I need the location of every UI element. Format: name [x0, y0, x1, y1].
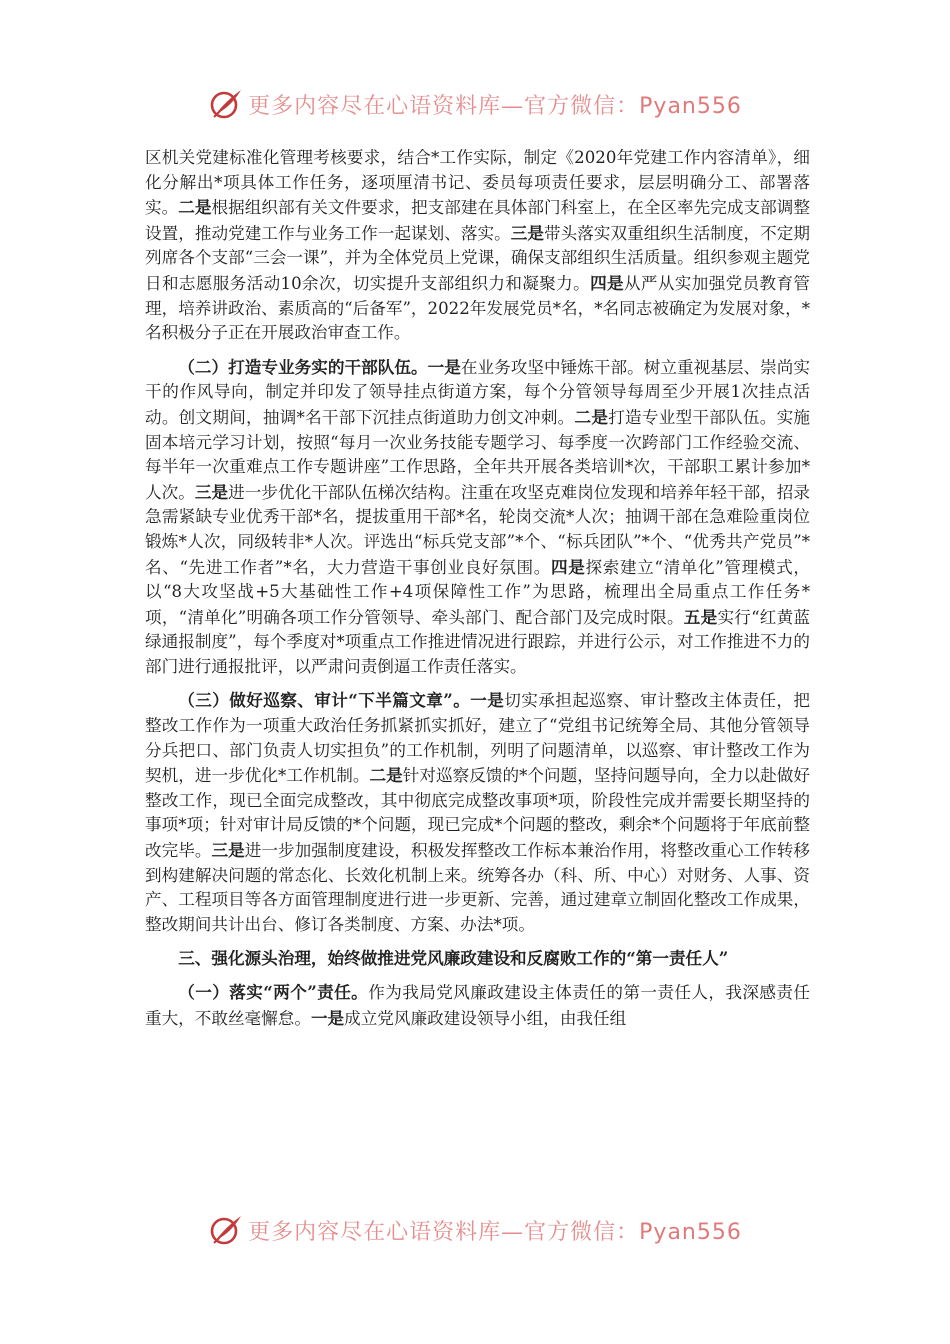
quill-logo-icon	[208, 1212, 244, 1248]
footer-banner	[0, 1208, 950, 1252]
header-banner	[0, 82, 950, 126]
paragraph-inspection-audit: （三）做好巡察、审计“下半篇文章”。一是切实承担起巡察、审计整改主体责任，把整改工作作为一项重大政治任务抓紧抓实抓好，建立了“党组书记统筹全局、其他分管领导分兵把口、部门负责人切实担负”的工作机制，列明了问题清单，以巡察、审计整改工作为契机，进一步优化*工作机制。二是针对巡察反馈的*个问题，坚持问题导向，全力以赴做好整改工作，现已全面完成整改，其中彻底完成整改事项*项，阶段性完成并需要长期坚持的事项*项；针对审计局反馈的*个问题，现已完成*个问题的整改，剩余*个问题将于年底前整改完毕。三是进一步加强制度建设，积极发挥整改工作标本兼治作用，将整改重心工作转移到构建解决问题的常态化、长效化机制上来。统筹各办（科、所、中心）对财务、人事、资产、工程项目等各方面管理制度进行进一步更新、完善，通过建章立制固化整改工作成果，整改期间共计出台、修订各类制度、方案、办法*项。	[145, 690, 811, 934]
quill-logo-icon	[208, 86, 244, 122]
paragraph-1: 区机关党建标准化管理考核要求，结合*工作实际，制定《2020年党建工作内容清单》，细化分解出*项具体工作任务，逐项厘清书记、委员每项责任要求，层层明确分工、部署落实。二是根据组织部有关文件要求，把支部建在具体部门科室上，在全区率先完成支部调整设置，推动党建工作与业务工作一起谋划、落实。三是带头落实双重组织生活制度，不定期列席各个支部“三会一课”，并为全体党员上党课，确保支部组织生活质量。组织参观主题党日和志愿服务活动10余次，切实提升支部组织力和凝聚力。四是从严从实加强党员教育管理，培养讲政治、素质高的“后备军”，2022年发展党员*名，*名同志被确定为发展对象，*名积极分子正在开展政治审查工作。	[145, 148, 811, 343]
wechat-id: Pyan556	[639, 93, 742, 119]
wechat-id: Pyan556	[639, 1219, 742, 1245]
document-body	[145, 146, 810, 1031]
banner-text: 更多内容尽在心语资料库—官方微信：Pyan556	[248, 1219, 742, 1245]
paragraph-cadre-team: （二）打造专业务实的干部队伍。一是在业务攻坚中锤炼干部。树立重视基层、崇尚实干的作风导向，制定并印发了领导挂点街道方案，每个分管领导每周至少开展1次挂点活动。创文期间，抽调*名干部下沉挂点街道助力创文冲刺。二是打造专业型干部队伍。实施固本培元学习计划，按照“每月一次业务技能专题学习、每季度一次跨部门工作经验交流、每半年一次重难点工作专题讲座”工作思路，全年共开展各类培训*次，干部职工累计参加*人次。三是进一步优化干部队伍梯次结构。注重在攻坚克难岗位发现和培养年轻干部，招录急需紧缺专业优秀干部*名，提拔重用干部*名，轮岗交流*人次；抽调干部在急难险重岗位锻炼*人次，同级转非*人次。评选出“标兵党支部”*个、“标兵团队”*个、“优秀共产党员”*名、“先进工作者”*名，大力营造干事创业良好氛围。四是探索建立“清单化”管理模式，以“8大攻坚战+5大基础性工作+4项保障性工作”为思路，梳理出全局重点工作任务*项，“清单化”明确各项工作分管领导、牵头部门、配合部门及完成时限。五是实行“红黄蓝绿通报制度”，每个季度对*项重点工作推进情况进行跟踪，并进行公示，对工作推进不力的部门进行通报批评，以严肃问责倒逼工作责任落实。	[145, 356, 811, 676]
banner-text: 更多内容尽在心语资料库—官方微信：Pyan556	[248, 93, 742, 119]
section-heading-3: 三、强化源头治理，始终做推进党风廉政建设和反腐败工作的“第一责任人”	[178, 948, 729, 969]
paragraph-two-responsibilities: （一）落实“两个”责任。作为我局党风廉政建设主体责任的第一责任人，我深感责任重大，不敢丝毫懈怠。一是成立党风廉政建设领导小组，由我任组	[145, 982, 811, 1028]
